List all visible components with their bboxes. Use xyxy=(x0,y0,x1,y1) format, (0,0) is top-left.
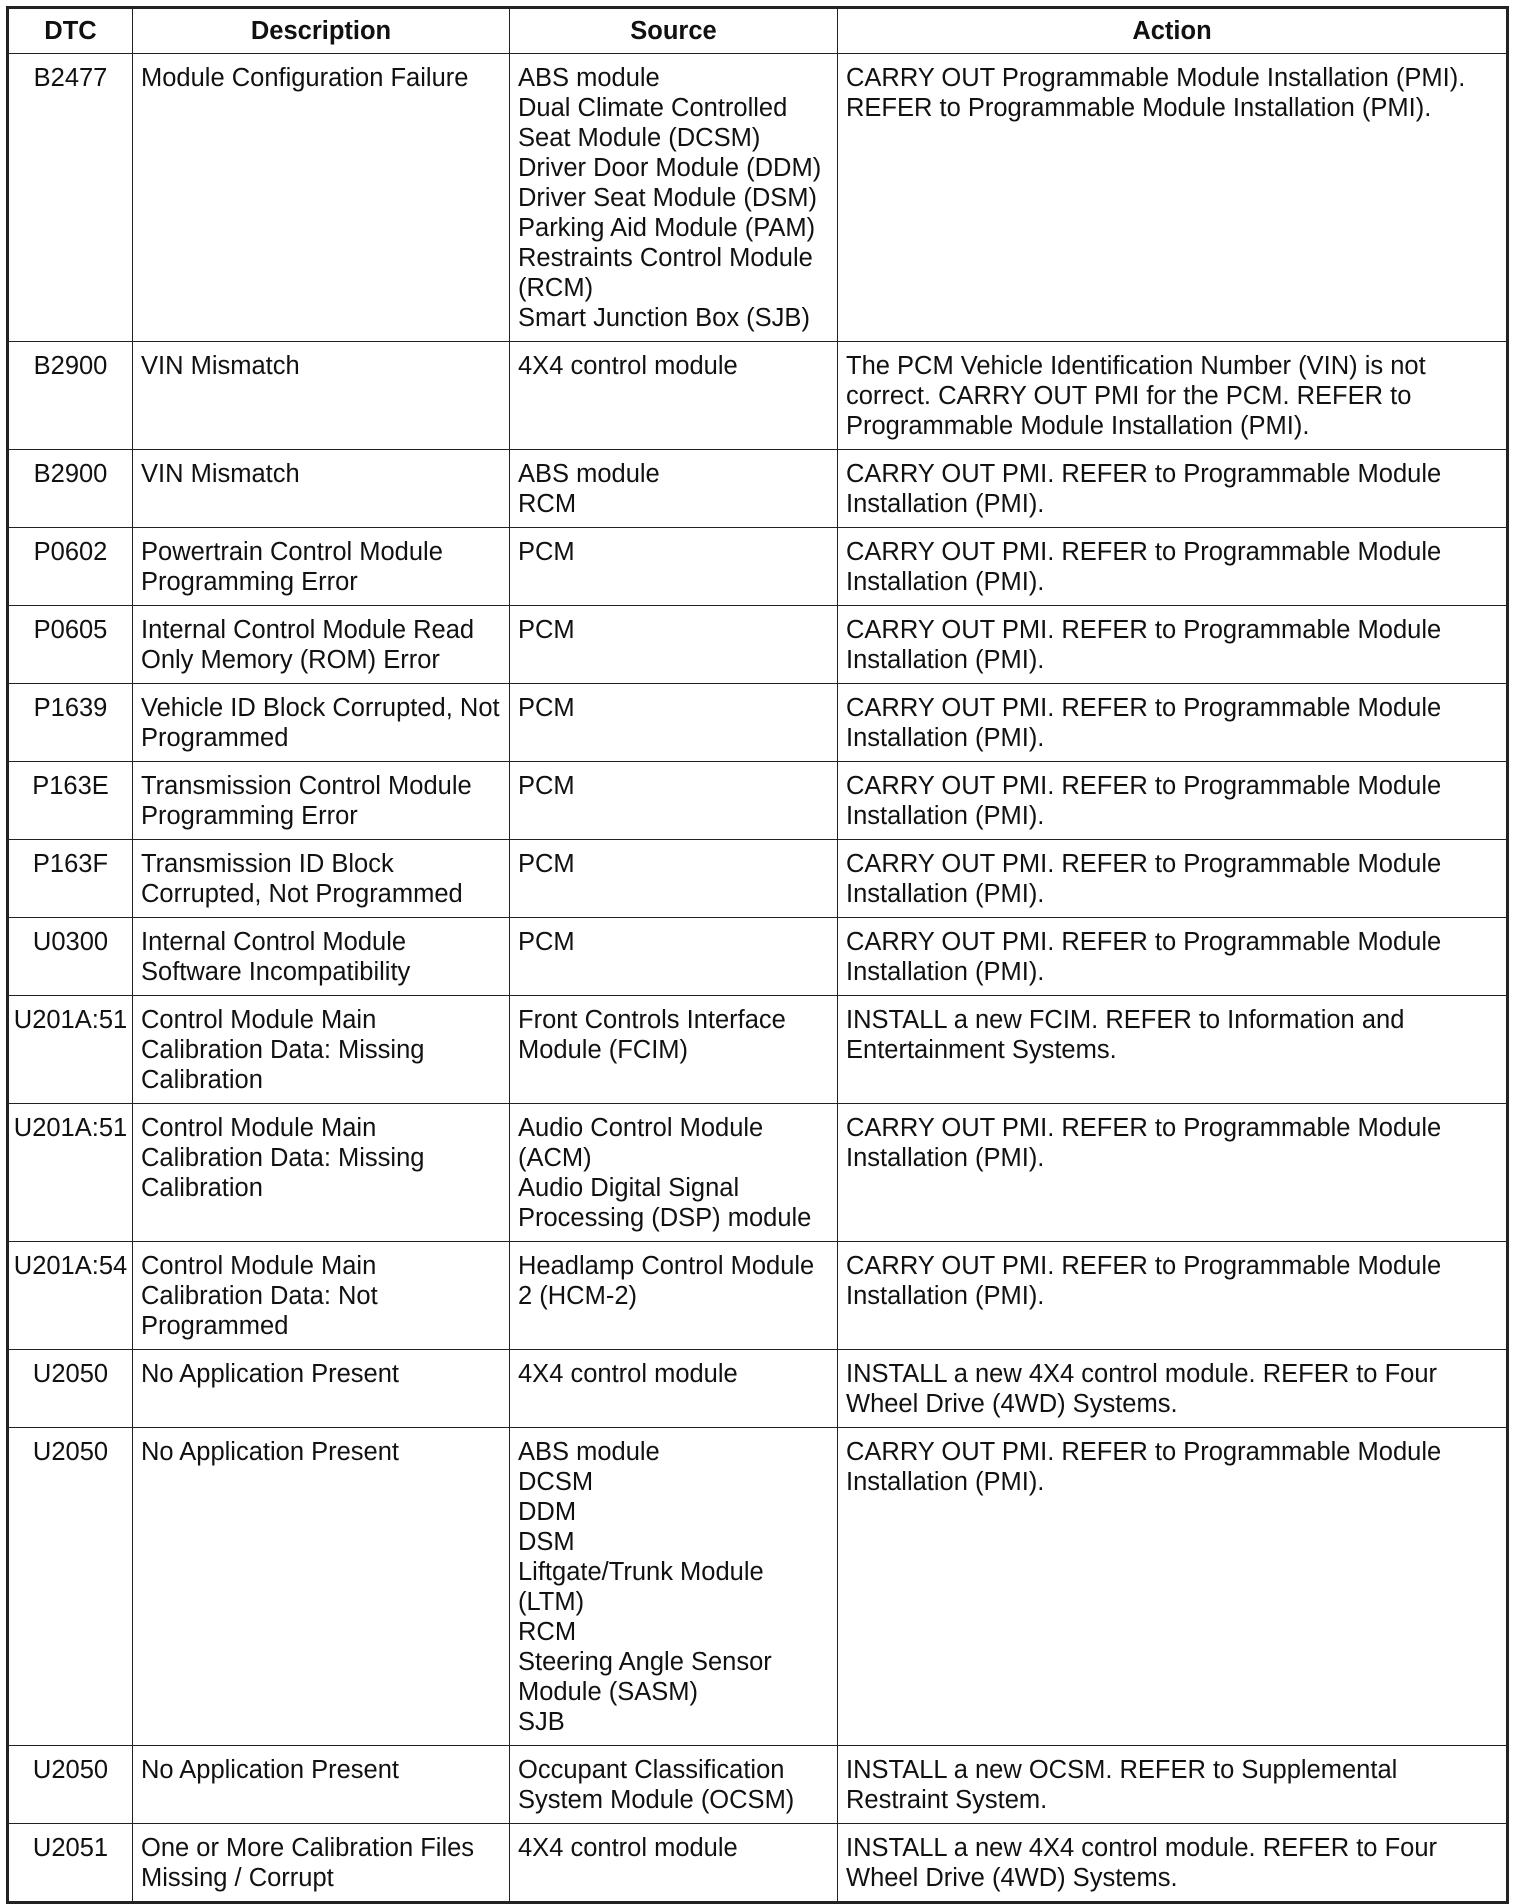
dtc-description: VIN Mismatch xyxy=(133,342,510,450)
dtc-description: Control Module Main Calibration Data: Missing Calibration xyxy=(133,1104,510,1242)
dtc-source xyxy=(510,54,838,342)
header-row xyxy=(8,8,1508,54)
dtc-description: Module Configuration Failure xyxy=(133,54,510,342)
dtc-description: Internal Control Module Software Incompatibility xyxy=(133,918,510,996)
dtc-action: CARRY OUT PMI. REFER to Programmable Module Installation (PMI). xyxy=(838,1104,1508,1242)
source-item: PCM xyxy=(518,694,575,722)
dtc-description: Vehicle ID Block Corrupted, Not Programmed xyxy=(133,684,510,762)
dtc-code: U201A:51 xyxy=(8,1104,133,1242)
dtc-source xyxy=(510,840,838,918)
table-row xyxy=(8,1824,1508,1903)
source-item: ABS module xyxy=(518,1438,660,1466)
dtc-action: CARRY OUT PMI. REFER to Programmable Module Installation (PMI). xyxy=(838,762,1508,840)
source-item: RCM xyxy=(518,1618,577,1646)
dtc-action: CARRY OUT PMI. REFER to Programmable Module Installation (PMI). xyxy=(838,450,1508,528)
source-item: Occupant Classification System Module (OCSM) xyxy=(518,1756,795,1814)
dtc-description: No Application Present xyxy=(133,1350,510,1428)
dtc-code: U201A:54 xyxy=(8,1242,133,1350)
dtc-source xyxy=(510,342,838,450)
source-item: DCSM xyxy=(518,1468,594,1496)
source-item: RCM xyxy=(518,490,577,518)
dtc-code: P0605 xyxy=(8,606,133,684)
table-row xyxy=(8,528,1508,606)
table-row xyxy=(8,450,1508,528)
header-action: Action xyxy=(838,8,1508,54)
table-row xyxy=(8,840,1508,918)
dtc-action: CARRY OUT PMI. REFER to Programmable Module Installation (PMI). xyxy=(838,1428,1508,1746)
source-item: Dual Climate Controlled Seat Module (DCSM) xyxy=(518,94,788,152)
source-item: Headlamp Control Module 2 (HCM-2) xyxy=(518,1252,815,1310)
dtc-action: CARRY OUT PMI. REFER to Programmable Module Installation (PMI). xyxy=(838,684,1508,762)
table-row xyxy=(8,606,1508,684)
dtc-description: Internal Control Module Read Only Memory (ROM) Error xyxy=(133,606,510,684)
dtc-action: INSTALL a new OCSM. REFER to Supplemental Restraint System. xyxy=(838,1746,1508,1824)
dtc-source xyxy=(510,606,838,684)
dtc-description: Transmission Control Module Programming Error xyxy=(133,762,510,840)
source-item: 4X4 control module xyxy=(518,1360,738,1388)
table-row xyxy=(8,54,1508,342)
dtc-code: P1639 xyxy=(8,684,133,762)
dtc-action: CARRY OUT PMI. REFER to Programmable Module Installation (PMI). xyxy=(838,1242,1508,1350)
source-item: Driver Seat Module (DSM) xyxy=(518,184,817,212)
dtc-description: No Application Present xyxy=(133,1428,510,1746)
source-item: Audio Control Module (ACM) xyxy=(518,1114,764,1172)
header-source: Source xyxy=(510,8,838,54)
dtc-code: P0602 xyxy=(8,528,133,606)
source-item: Smart Junction Box (SJB) xyxy=(518,304,810,332)
table-row xyxy=(8,1242,1508,1350)
dtc-description: Powertrain Control Module Programming Error xyxy=(133,528,510,606)
dtc-source xyxy=(510,1428,838,1746)
source-item: Liftgate/Trunk Module (LTM) xyxy=(518,1558,764,1616)
dtc-description: VIN Mismatch xyxy=(133,450,510,528)
dtc-source xyxy=(510,1746,838,1824)
source-item: Steering Angle Sensor Module (SASM) xyxy=(518,1648,772,1706)
source-item: PCM xyxy=(518,538,575,566)
dtc-action: CARRY OUT PMI. REFER to Programmable Module Installation (PMI). xyxy=(838,528,1508,606)
dtc-code: U0300 xyxy=(8,918,133,996)
dtc-code: B2900 xyxy=(8,450,133,528)
table-row xyxy=(8,1428,1508,1746)
dtc-source xyxy=(510,918,838,996)
source-item: PCM xyxy=(518,772,575,800)
dtc-action: CARRY OUT PMI. REFER to Programmable Module Installation (PMI). xyxy=(838,606,1508,684)
source-item: DDM xyxy=(518,1498,577,1526)
dtc-code: P163F xyxy=(8,840,133,918)
dtc-description: Control Module Main Calibration Data: Not Programmed xyxy=(133,1242,510,1350)
source-item: 4X4 control module xyxy=(518,352,738,380)
dtc-source xyxy=(510,1350,838,1428)
table-row xyxy=(8,1746,1508,1824)
dtc-source xyxy=(510,762,838,840)
dtc-action: INSTALL a new FCIM. REFER to Information and Entertainment Systems. xyxy=(838,996,1508,1104)
dtc-source xyxy=(510,1242,838,1350)
dtc-code: U201A:51 xyxy=(8,996,133,1104)
dtc-code: B2900 xyxy=(8,342,133,450)
dtc-code: U2050 xyxy=(8,1350,133,1428)
dtc-source xyxy=(510,1824,838,1903)
dtc-source xyxy=(510,528,838,606)
dtc-table xyxy=(6,6,1509,1904)
table-row xyxy=(8,918,1508,996)
dtc-action: INSTALL a new 4X4 control module. REFER to Four Wheel Drive (4WD) Systems. xyxy=(838,1824,1508,1903)
dtc-code: B2477 xyxy=(8,54,133,342)
dtc-action: The PCM Vehicle Identification Number (VIN) is not correct. CARRY OUT PMI for the PCM. REFER to Programmable Module Installation (PMI). xyxy=(838,342,1508,450)
dtc-action: CARRY OUT PMI. REFER to Programmable Module Installation (PMI). xyxy=(838,840,1508,918)
source-item: Parking Aid Module (PAM) xyxy=(518,214,816,242)
dtc-code: U2050 xyxy=(8,1428,133,1746)
table-row xyxy=(8,996,1508,1104)
source-item: ABS module xyxy=(518,460,660,488)
dtc-source xyxy=(510,996,838,1104)
dtc-description: One or More Calibration Files Missing / Corrupt xyxy=(133,1824,510,1903)
source-item: SJB xyxy=(518,1708,565,1736)
dtc-description: Transmission ID Block Corrupted, Not Programmed xyxy=(133,840,510,918)
source-item: Restraints Control Module (RCM) xyxy=(518,244,813,302)
source-item: PCM xyxy=(518,928,575,956)
table-body xyxy=(8,54,1508,1903)
table-row xyxy=(8,342,1508,450)
source-item: Driver Door Module (DDM) xyxy=(518,154,822,182)
dtc-action: CARRY OUT PMI. REFER to Programmable Module Installation (PMI). xyxy=(838,918,1508,996)
header-dtc: DTC xyxy=(8,8,133,54)
dtc-source xyxy=(510,450,838,528)
dtc-code: U2051 xyxy=(8,1824,133,1903)
source-item: Audio Digital Signal Processing (DSP) module xyxy=(518,1174,812,1232)
source-item: 4X4 control module xyxy=(518,1834,738,1862)
source-item: Front Controls Interface Module (FCIM) xyxy=(518,1006,786,1064)
table-row xyxy=(8,684,1508,762)
dtc-code: U2050 xyxy=(8,1746,133,1824)
table-row xyxy=(8,1104,1508,1242)
table-row xyxy=(8,1350,1508,1428)
dtc-description: Control Module Main Calibration Data: Missing Calibration xyxy=(133,996,510,1104)
source-item: PCM xyxy=(518,850,575,878)
dtc-source xyxy=(510,1104,838,1242)
table-row xyxy=(8,762,1508,840)
dtc-code: P163E xyxy=(8,762,133,840)
source-item: PCM xyxy=(518,616,575,644)
source-item: ABS module xyxy=(518,64,660,92)
dtc-table-container xyxy=(6,6,1506,1904)
dtc-action: CARRY OUT Programmable Module Installation (PMI). REFER to Programmable Module Installation (PMI). xyxy=(838,54,1508,342)
header-description: Description xyxy=(133,8,510,54)
dtc-source xyxy=(510,684,838,762)
dtc-action: INSTALL a new 4X4 control module. REFER to Four Wheel Drive (4WD) Systems. xyxy=(838,1350,1508,1428)
source-item: DSM xyxy=(518,1528,575,1556)
dtc-description: No Application Present xyxy=(133,1746,510,1824)
